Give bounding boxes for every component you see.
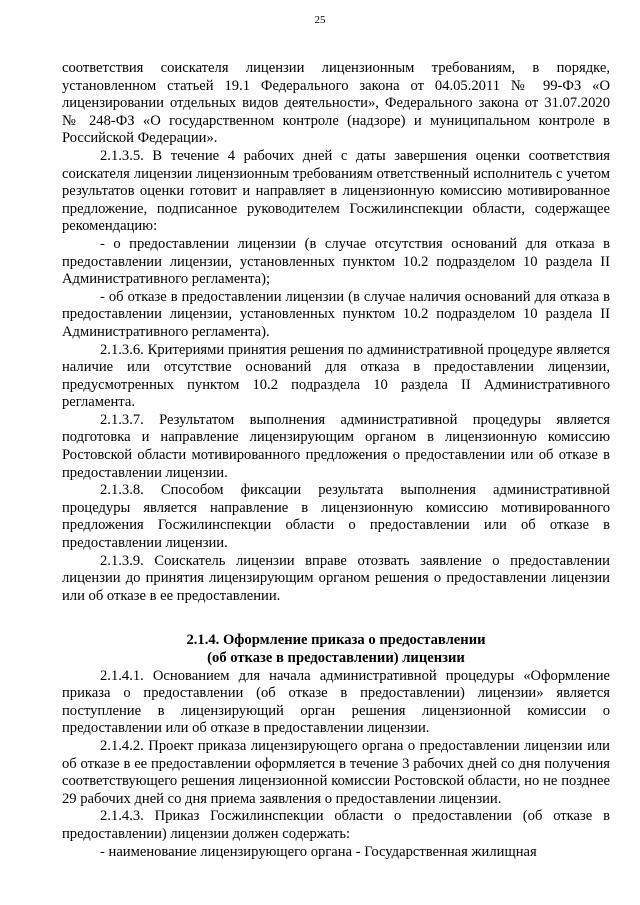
paragraph: - наименование лицензирующего органа - Государственная жилищная <box>100 843 537 860</box>
paragraph: - о предоставлении лицензии (в случае отсутствия оснований для отказа в предоставлении лицензии, установленных пунктом 10.2 подразделом 10 раздела II Административного регламента); <box>62 235 610 288</box>
paragraph: 2.1.3.6. Критериями принятия решения по административной процедуре является наличие или отсутствие оснований для отказа в предоставлении лицензии, предусмотренных пунктом 10.2 подраздела 10 раздела II Административного регламента. <box>62 341 610 411</box>
section-heading <box>62 632 610 667</box>
section-heading-line-1: 2.1.4. Оформление приказа о предоставлении <box>186 632 486 649</box>
paragraph: 2.1.3.7. Результатом выполнения административной процедуры является подготовка и направление лицензирующим органом в лицензионную комиссию Ростовской области мотивированного предложения о предоставлении или об отказе в предоставлении лицензии. <box>62 411 610 481</box>
page-number: 25 <box>314 14 326 26</box>
paragraph: - об отказе в предоставлении лицензии (в случае наличия оснований для отказа в предоставлении лицензии, установленных пунктом 10.2 подразделом 10 раздела II Административного регламента). <box>62 288 610 340</box>
paragraph: 2.1.3.9. Соискатель лицензии вправе отозвать заявление о предоставлении лицензии до принятия лицензирующим органом решения о предоставлении лицензии или об отказе в ее предоставлении. <box>62 552 610 604</box>
paragraph: 2.1.4.3. Приказ Госжилинспекции области о предоставлении (об отказе в предоставлении) лицензии должен содержать: <box>62 808 610 842</box>
paragraph: 2.1.4.1. Основанием для начала административной процедуры «Оформление приказа о предоставлении (об отказе в предоставлении) лицензии» является поступление в лицензирующий орган решения лицензионной комиссии о предоставлении или об отказе в предоставлении лицензии. <box>62 667 610 737</box>
paragraph: 2.1.3.8. Способом фиксации результата выполнения административной процедуры является направление в лицензионную комиссию мотивированного предложения Госжилинспекции области о предоставлении или об отказе в предоставлении лицензии. <box>62 482 610 552</box>
section-heading-line-2: (об отказе в предоставлении) лицензии <box>207 650 465 666</box>
section-spacer <box>62 605 610 632</box>
paragraph: 2.1.3.5. В течение 4 рабочих дней с даты завершения оценки соответствия соискателя лицензии лицензионным требованиям ответственный исполнитель с учетом результатов оценки готовит и направляет в лицензионную комиссию мотивированное предложение, подписанное руководителем Госжилинспекции области, содержащее рекомендацию: <box>62 147 610 235</box>
paragraphs-after-section <box>62 668 610 862</box>
paragraphs-before-section <box>62 60 610 605</box>
document-body <box>62 60 610 861</box>
paragraph: соответствия соискателя лицензии лицензионным требованиям, в порядке, установленном статьей 19.1 Федерального закона от 04.05.2011 № 99-ФЗ «О лицензировании отдельных видов деятельности», Федерального закона от 31.07.2020 № 248-ФЗ «О государственном контроле (надзоре) и муниципальном контроле в Российской Федерации». <box>62 60 610 147</box>
paragraph: 2.1.4.2. Проект приказа лицензирующего органа о предоставлении лицензии или об отказе в ее предоставлении оформляется в течение 3 рабочих дней со дня получения соответствующего решения лицензионной комиссии Ростовской области, но не позднее 29 рабочих дней со дня приема заявления о предоставлении лицензии. <box>62 737 610 807</box>
